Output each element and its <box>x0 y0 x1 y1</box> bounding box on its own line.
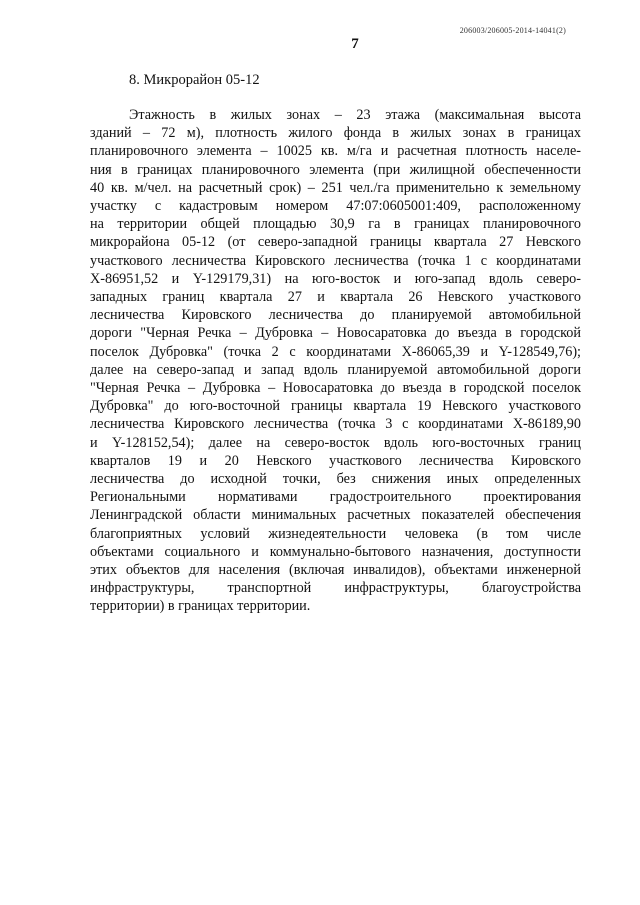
paragraph-line: лесничества до исходной точки, без снижения иных определенных <box>90 471 581 488</box>
section-heading: 8. Микрорайон 05-12 <box>129 72 260 88</box>
paragraph-line: 40 кв. м/чел. на расчетный срок) – 251 чел./га применительно к земельному <box>90 179 581 196</box>
paragraph-line: Х-86951,52 и Y-129179,31) на юго-восток и юго-запад вдоль северо- <box>90 270 581 287</box>
paragraph-line: лесничества Кировского лесничества (точка 3 с координатами Х-86189,90 <box>90 416 581 433</box>
paragraph-line: планировочного элемента – 10025 кв. м/га и расчетная плотность населе- <box>90 143 581 160</box>
paragraph-line: на территории общей площадью 30,9 га в границах планировочного <box>90 216 581 233</box>
page-number: 7 <box>351 36 359 52</box>
paragraph-line: Дубровка" до юго-восточной границы квартала 19 Невского участкового <box>90 398 581 415</box>
section-paragraph <box>90 106 581 616</box>
paragraph-line: Ленинградской области минимальных расчетных показателей обеспечения <box>90 507 581 524</box>
paragraph-line: Этажность в жилых зонах – 23 этажа (максимальная высота <box>129 107 581 123</box>
paragraph-line: лесничества Кировского лесничества до планируемой автомобильной <box>90 307 581 324</box>
paragraph-line: и Y-128152,54); далее на северо-восток вдоль юго-восточных границ <box>90 434 581 451</box>
paragraph-line: "Черная Речка – Дубровка – Новосаратовка до въезда в городской поселок <box>90 380 581 397</box>
paragraph-line: поселок Дубровка" (точка 2 с координатами Х-86065,39 и Y-128549,76); <box>90 343 581 360</box>
paragraph-line: участку с кадастровым номером 47:07:0605001:409, расположенному <box>90 198 581 215</box>
paragraph-line: инфраструктуры, транспортной инфраструктуры, благоустройства <box>90 580 581 597</box>
paragraph-line: ния в границах планировочного элемента (при жилищной обеспеченности <box>90 161 581 178</box>
paragraph-line: западных границ квартала 27 и квартала 26 Невского участкового <box>90 289 581 306</box>
paragraph-line: кварталов 19 и 20 Невского участкового лесничества Кировского <box>90 452 581 469</box>
paragraph-line: объектами социального и коммунально-бытового назначения, доступности <box>90 543 581 560</box>
paragraph-line: территории) в границах территории. <box>90 598 311 615</box>
paragraph-line: участкового лесничества Кировского лесничества (точка 1 с координатами <box>90 252 581 269</box>
paragraph-line: дороги "Черная Речка – Дубровка – Новосаратовка до въезда в городской <box>90 325 581 342</box>
paragraph-line: зданий – 72 м), плотность жилого фонда в жилых зонах в границах <box>90 125 581 142</box>
document-code: 206003/206005-2014-14041(2) <box>459 26 566 35</box>
paragraph-line: этих объектов для населения (включая инвалидов), объектами инженерной <box>90 562 581 579</box>
paragraph-line: Региональными нормативами градостроительного проектирования <box>90 489 581 506</box>
paragraph-line: микрорайона 05-12 (от северо-западной границы квартала 27 Невского <box>90 234 581 251</box>
paragraph-line: благоприятных условий жизнедеятельности человека (в том числе <box>90 525 581 542</box>
paragraph-line: далее на северо-запад и запад вдоль планируемой автомобильной дороги <box>90 361 581 378</box>
